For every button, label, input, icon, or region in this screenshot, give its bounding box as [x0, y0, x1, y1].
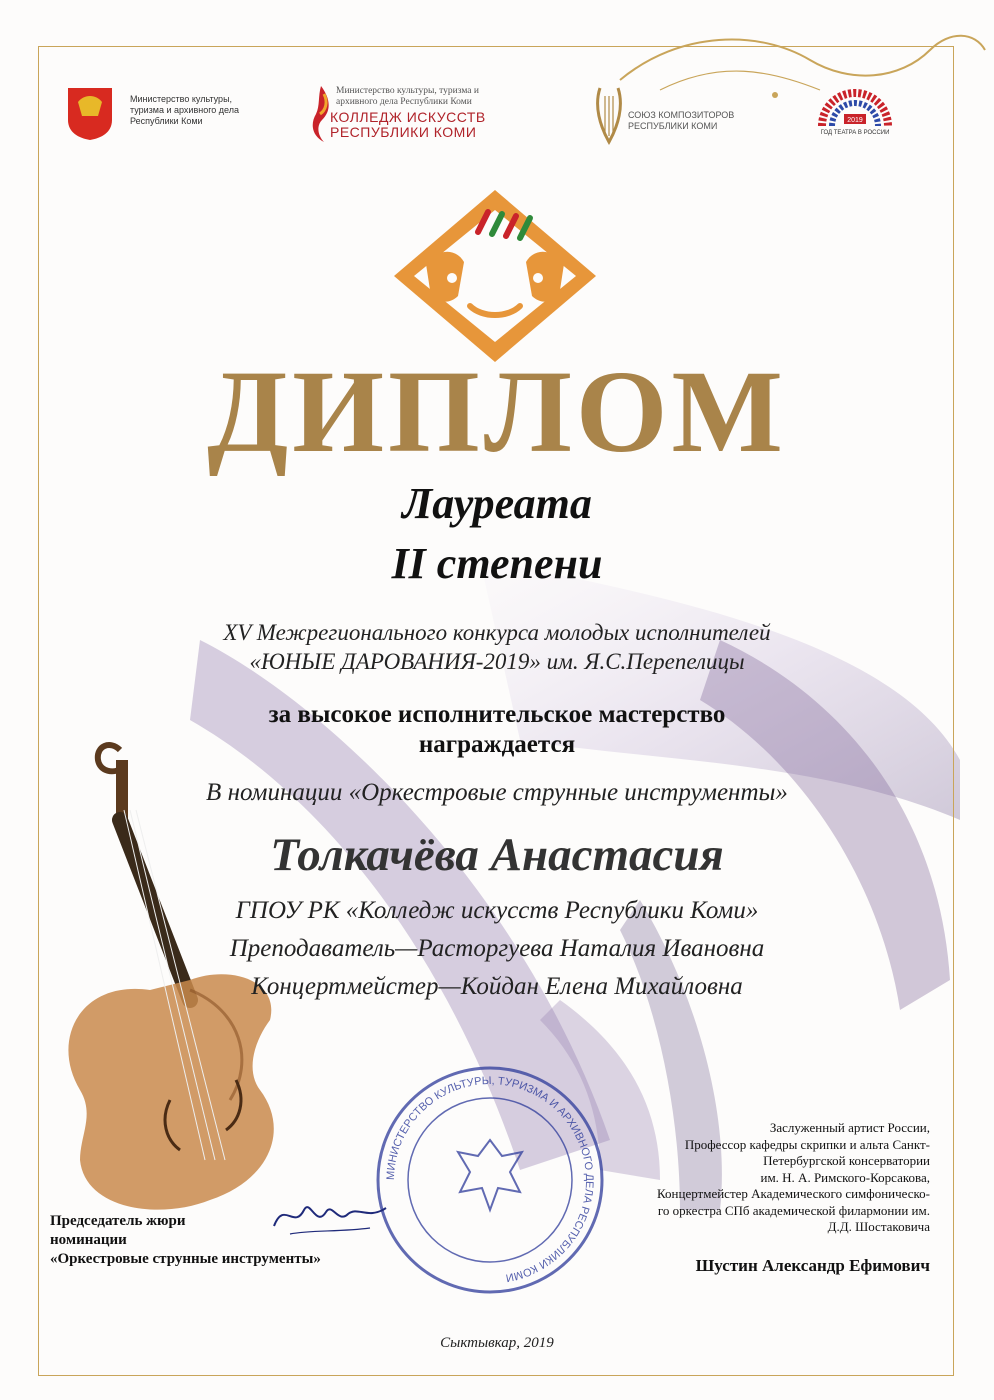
teacher-name: Преподаватель—Расторгуева Наталия Ивановна	[229, 935, 765, 962]
theatre-year: 2019	[847, 117, 863, 124]
bio-line-2: Профессор кафедры скрипки и альта Санкт-	[684, 1136, 930, 1152]
place-date: Сыктывкар, 2019	[440, 1335, 554, 1351]
laureate-label: Лауреата	[402, 479, 592, 528]
jury-chair-label	[50, 1212, 390, 1269]
lyre-icon	[594, 82, 624, 146]
recipient-details	[0, 892, 994, 1006]
bio-line-3: Петербургской консерватории	[763, 1153, 930, 1168]
merit-line-1: за высокое исполнительское мастерство	[268, 701, 726, 728]
eagle-emblem-icon	[458, 1140, 522, 1210]
merit-line-2: награждается	[418, 731, 576, 758]
young-talents-face-icon	[390, 186, 600, 366]
stamp-text: МИНИСТЕРСТВО КУЛЬТУРЫ, ТУРИЗМА И АРХИВНОГО ДЕЛА РЕСПУБЛИКИ КОМИ	[384, 1074, 596, 1284]
jury-chair-bio	[560, 1120, 930, 1236]
jury-chair-line-2: номинации	[50, 1232, 127, 1248]
theatre-year-icon	[818, 82, 892, 130]
bio-line-7: Д.Д. Шостаковича	[827, 1219, 930, 1234]
contest-name	[0, 618, 994, 676]
jury-chair-line-3: «Оркестровые струнные инструменты»	[50, 1251, 321, 1267]
degree-label: II степени	[391, 539, 603, 588]
nomination-text: В номинации «Оркестровые струнные инструменты»	[206, 779, 788, 806]
contest-line-2: «ЮНЫЕ ДАРОВАНИЯ-2019» им. Я.С.Перепелицы	[249, 649, 745, 674]
jury-chair-line-1: Председатель жюри	[50, 1213, 186, 1229]
bio-line-4: им. Н. А. Римского-Корсакова,	[760, 1169, 930, 1185]
composers-union-text: СОЮЗ КОМПОЗИТОРОВ РЕСПУБЛИКИ КОМИ	[628, 110, 735, 131]
bio-line-6: го оркестра СПб академической филармонии им.	[657, 1202, 930, 1218]
merit-text	[0, 700, 994, 760]
bio-line-1: Заслуженный артист России,	[769, 1120, 930, 1135]
diploma-title: ДИПЛОМ	[207, 346, 787, 477]
contest-line-1: XV Межрегионального конкурса молодых исполнителей	[223, 620, 771, 645]
jury-chair-name: Шустин Александр Ефимович	[695, 1256, 930, 1275]
theatre-year-text: ГОД ТЕАТРА В РОССИИ	[820, 130, 890, 136]
accompanist-name: Концертмейстер—Койдан Елена Михайловна	[251, 973, 743, 1000]
ministry-text: Министерство культуры, туризма и архивного дела Республики Коми	[130, 94, 240, 126]
recipient-name: Толкачёва Анастасия	[270, 829, 724, 881]
college-ministry-text: Министерство культуры, туризма и архивного дела Республики Коми	[336, 86, 479, 107]
bio-line-5: Концертмейстер Академического симфоническо-	[657, 1186, 930, 1201]
school-name: ГПОУ РК «Колледж искусств Республики Коми»	[235, 897, 759, 924]
komi-coat-of-arms-icon	[66, 86, 114, 140]
college-name: КОЛЛЕДЖ ИСКУССТВ РЕСПУБЛИКИ КОМИ	[330, 109, 486, 140]
